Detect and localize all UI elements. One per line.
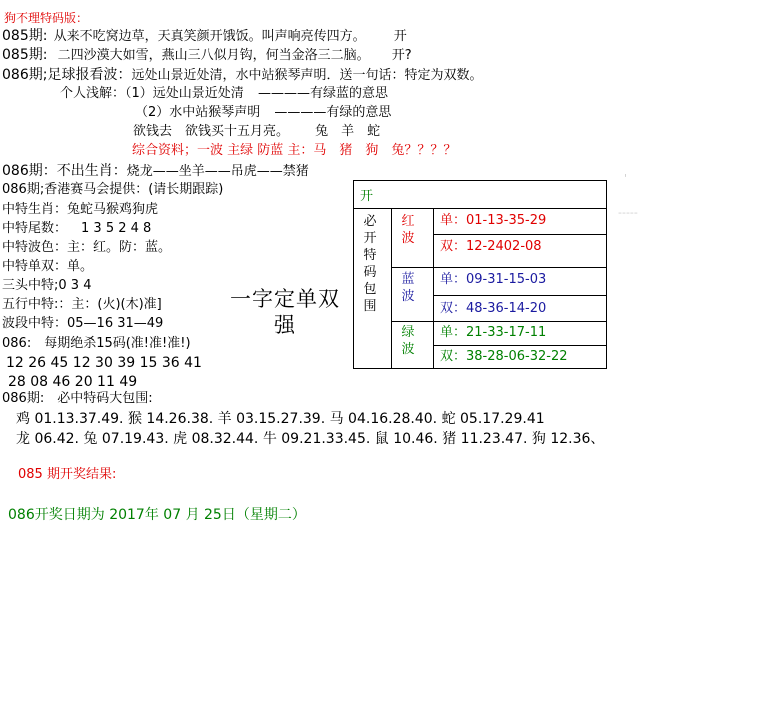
kill-line-1: 12 26 45 12 30 39 15 36 41 (6, 355, 202, 371)
draw-date-text-4: 日（星期二） (221, 507, 306, 523)
explain-line-2 (135, 105, 391, 121)
hk-item (2, 316, 163, 332)
divider (433, 295, 607, 296)
divider (391, 208, 392, 368)
left-label-char: 包 (363, 282, 377, 297)
draw-date-month: 07 (163, 507, 182, 523)
divider (391, 267, 607, 268)
row-value: 01-13-35-29 (466, 213, 547, 228)
draw-date-text-2: 年 (144, 507, 159, 523)
number-row (440, 239, 542, 255)
explain-3: 欲钱去 欲钱买十五月亮。 (133, 124, 290, 139)
wave-char: 蓝 (401, 272, 415, 287)
draw-date-day: 25 (204, 507, 222, 523)
hk-item-value: 兔蛇马猴鸡狗虎 (67, 202, 159, 217)
explain-line-1 (60, 86, 388, 102)
draw-date-year: 2017 (109, 507, 145, 523)
draw-date (8, 507, 306, 523)
wave-box-head-text: 开 (360, 189, 374, 204)
hk-item-label: 中特生肖： (2, 202, 68, 217)
explain-2-dash: ————有绿的意思 (274, 105, 392, 120)
kill-label: 086: 每期绝杀15码(准!准!准!) (2, 336, 191, 351)
wave-char: 绿 (401, 325, 415, 340)
row-value: 38-28-06-32-22 (466, 349, 568, 364)
row-key: 单： (440, 272, 467, 287)
sports-line (2, 67, 482, 84)
number-row (440, 272, 546, 288)
zodiac-out-label: 086期：不出生肖： (2, 163, 127, 179)
explain-1: （1）远处山景近处清 (125, 86, 244, 101)
hk-label: 086期;香港赛马会提供：(请长期跟踪) (2, 182, 224, 197)
hk-item-label: 五行中特:： (2, 297, 72, 312)
wave-char: 波 (401, 289, 415, 304)
number-row (440, 325, 546, 341)
left-label-char: 码 (363, 265, 377, 280)
left-label (362, 213, 378, 315)
divider (433, 208, 434, 368)
hk-item-value: 05—16 31—49 (67, 316, 164, 331)
decorative-dash: ' (624, 172, 628, 185)
row-value: 09-31-15-03 (466, 272, 547, 287)
row-key: 双： (440, 239, 467, 254)
hk-item-value: 1 3 5 2 4 8 (81, 221, 152, 236)
divider (391, 321, 607, 322)
hk-item-label: 波段中特： (2, 316, 68, 331)
zodiac-out-text: 烧龙——坐羊——吊虎——禁猪 (126, 164, 309, 179)
poem-line-1 (2, 28, 407, 45)
wave-box (353, 180, 607, 369)
poem-1-result: 开 (393, 29, 407, 44)
number-row (440, 213, 546, 229)
big-headline (220, 286, 350, 338)
poem-2-label: 085期: (2, 47, 48, 63)
poem-line-2 (2, 47, 412, 64)
wave-label-green (400, 324, 416, 358)
poem-2-result: 开? (391, 48, 412, 63)
hk-item-value: 单。 (67, 259, 94, 274)
wave-label-red (400, 213, 416, 247)
hk-item (2, 240, 171, 256)
row-key: 单： (440, 325, 467, 340)
hk-item-value: 主：(火)(木)准] (71, 297, 162, 312)
draw-date-prefix: 086 (8, 507, 35, 523)
number-row (440, 301, 546, 317)
hk-item-label: 三头中特; (2, 278, 59, 293)
row-value: 48-36-14-20 (466, 301, 547, 316)
left-label-char: 特 (363, 248, 377, 263)
explain-label: 个人浅解： (60, 86, 126, 101)
wave-char: 波 (401, 231, 415, 246)
big-headline-line-2: 强 (274, 313, 296, 337)
hk-item-label: 中特单双： (2, 259, 68, 274)
hk-item (2, 297, 162, 313)
bigmap-label: 086期: 必中特码大包围: (2, 391, 153, 406)
left-label-char: 开 (363, 231, 377, 246)
sports-label: 086期;足球报看波： (2, 67, 132, 83)
poem-2-text: 二四沙漠大如雪，燕山三八似月钩，何当金洛三二脑。 (57, 48, 370, 63)
divider (433, 234, 607, 235)
wave-label-blue (400, 271, 416, 305)
explain-1-dash: ————有绿蓝的意思 (257, 86, 388, 101)
sports-text: 远处山景近处清，水中站猴琴声明．送一句话：特定为双数。 (131, 68, 483, 83)
draw-date-text-1: 开奖日期为 (34, 507, 105, 523)
row-key: 双： (440, 349, 467, 364)
result-title: 085 期开奖结果: (18, 467, 117, 482)
decorative-dash: ----- (618, 206, 638, 219)
hk-item (2, 278, 91, 294)
hk-item-label: 中特波色： (2, 240, 68, 255)
wave-box-head (354, 181, 606, 209)
explain-line-3 (133, 124, 380, 140)
page-title: 狗不理特码版： (4, 11, 89, 25)
poem-1-label: 085期: (2, 28, 48, 44)
wave-char: 波 (401, 342, 415, 357)
left-label-char: 围 (363, 299, 377, 314)
summary-line: 综合资料；一波 主绿 防蓝 主：马 猪 狗 兔？？？？ (132, 143, 457, 158)
poem-1-text: 从来不吃窝边草，天真笑颜开饿饭。叫声响亮传四方。 (53, 29, 366, 44)
hk-item-value: 0 3 4 (58, 278, 92, 293)
wave-char: 红 (401, 214, 415, 229)
number-row (440, 349, 568, 365)
bigmap-line-1: 鸡 01.13.37.49. 猴 14.26.38. 羊 03.15.27.39. 马 04.16.28.40. 蛇 05.17.29.41 (16, 411, 545, 427)
hk-item (2, 202, 158, 218)
row-key: 单： (440, 213, 467, 228)
explain-2: （2）水中站猴琴声明 (135, 105, 261, 120)
row-key: 双： (440, 301, 467, 316)
kill-line-2: 28 08 46 20 11 49 (8, 374, 138, 390)
hk-item-label: 中特尾数： (2, 221, 68, 236)
bigmap-line-2: 龙 06.42. 兔 07.19.43. 虎 08.32.44. 牛 09.21.33.45. 鼠 10.46. 猪 11.23.47. 狗 12.36、 (16, 431, 605, 447)
hk-item (2, 259, 93, 275)
left-label-char: 必 (363, 214, 377, 229)
divider (433, 345, 607, 346)
hk-item-value: 主：红。防：蓝。 (67, 240, 172, 255)
row-value: 12-2402-08 (466, 239, 542, 254)
zodiac-out-line (2, 163, 309, 180)
draw-date-text-3: 月 (185, 507, 200, 523)
big-headline-line-1: 一字定单双 (230, 287, 340, 311)
hk-item (2, 221, 151, 237)
row-value: 21-33-17-11 (466, 325, 547, 340)
explain-3-zodiacs: 兔 羊 蛇 (315, 124, 381, 139)
